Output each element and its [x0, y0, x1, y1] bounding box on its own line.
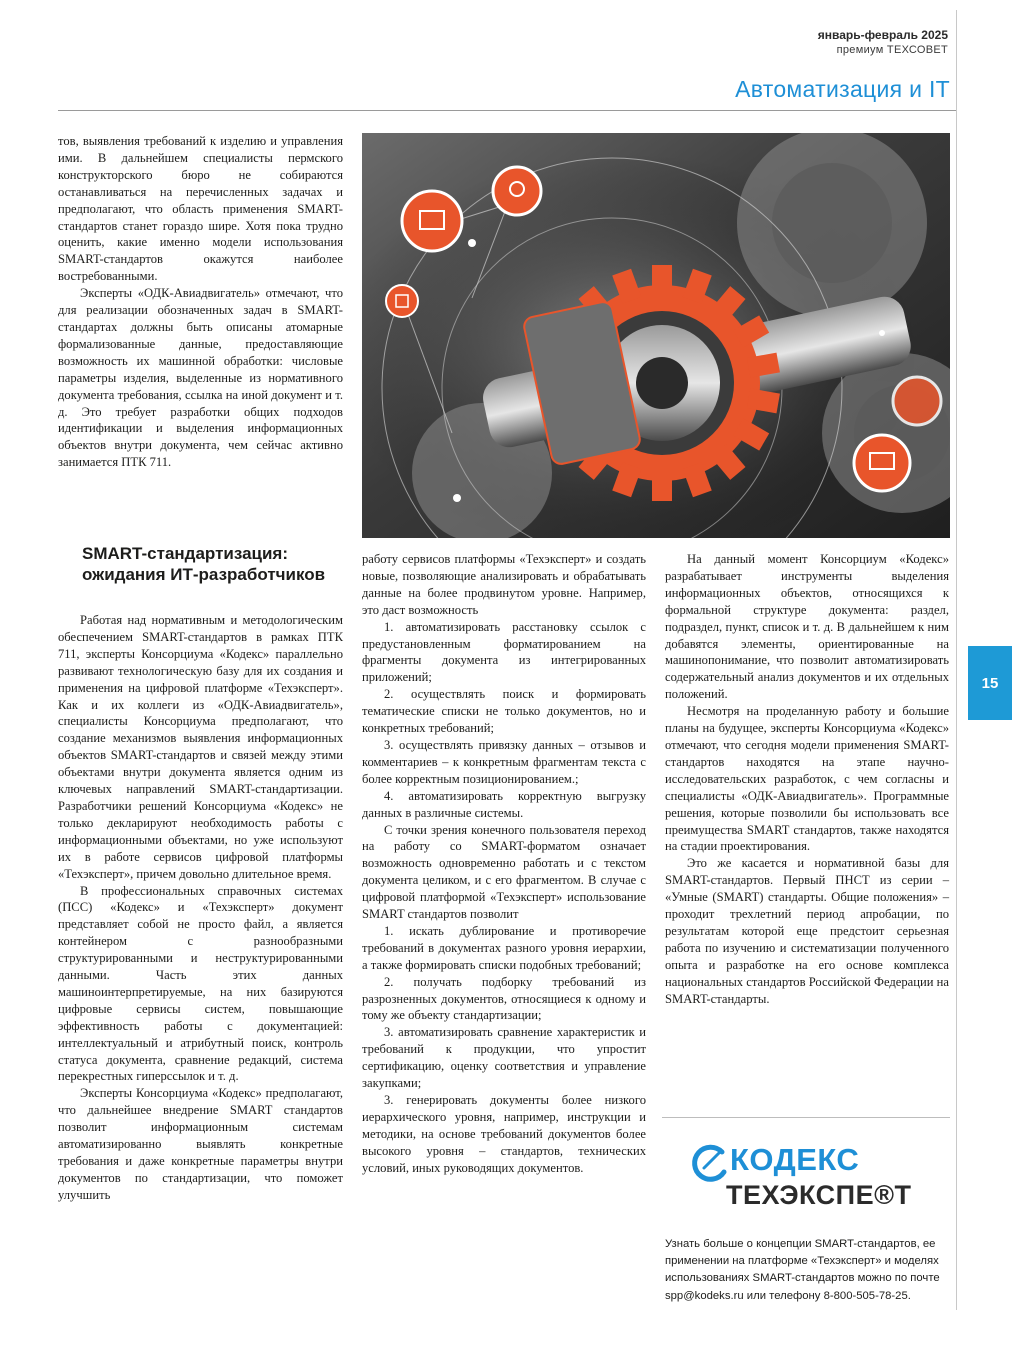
magazine-name: премиум ТЕХСОВЕТ — [836, 44, 948, 56]
list-item: 2. получать подборку требований из разрозненных документов, относящиеся к одному и тому же объекту стандартизации; — [362, 974, 646, 1023]
issue-date: январь-февраль 2025 — [817, 28, 948, 42]
paragraph: работу сервисов платформы «Техэксперт» и создать новые, позволяющие анализировать и обрабатывать данные на более продвинутом уровне. Например, это даст возможность — [362, 552, 646, 617]
logo-kodeks-text: КОДЕКС — [730, 1142, 860, 1177]
logo-techexpert-text: ТЕХЭКСПЕ®Т — [726, 1180, 912, 1210]
section-title: Автоматизация и IT — [735, 76, 950, 102]
gears-illustration — [362, 133, 950, 538]
paragraph: В профессиональных справочных системах (ПСС) «Кодекс» и «Техэксперт» документ представляет собой не просто файл, а является контейнером с разнообразными структурированными и неструктурированными данными. Часть этих данных машиноинтерпретируемые, на них базируются цифровые сервисы систем, повышающие эффективность работы с документацией: интеллектуальный и атрибутный поиск, контроль статуса документа, сравнение редакций, система перекрестных гиперссылок и т. д. — [58, 883, 343, 1084]
list-item: 1. автоматизировать расстановку ссылок с предустановленным форматированием на фрагменты документа из интегрированных приложений; — [362, 619, 646, 685]
column-3 — [665, 551, 949, 1007]
subheading: SMART-стандартизация: ожидания ИТ-разработчиков — [82, 544, 326, 584]
page-number: 15 — [981, 674, 999, 692]
list-item: 3. автоматизировать сравнение характеристик и требований к продукции, что упростит сертификацию, оценку соответствия и управление закупками; — [362, 1025, 646, 1091]
ad-divider — [662, 1117, 950, 1118]
ad-contact-text: Узнать больше о концепции SMART-стандартов, ее применении на платформе «Техэксперт» и моделях использованиях SMART-стандартов можно по почте spp@kodeks.ru или телефону 8-800-505-78-25. — [665, 1238, 940, 1302]
list-item: 3. осуществлять привязку данных – отзывов и комментариев – к конкретным фрагментам текста с более корректным позиционированием.; — [362, 737, 646, 786]
paragraph: С точки зрения конечного пользователя переход на работу со SMART-форматом означает возможность одновременно работать и с текстом документа целиком, и с его фрагментом. В случае с цифровой платформой «Техэксперт» использование SMART стандартов позволит — [362, 822, 646, 922]
column-1-bottom — [58, 612, 343, 1204]
column-2 — [362, 551, 646, 1177]
margin-divider — [956, 10, 957, 1310]
paragraph: Несмотря на проделанную работу и большие планы на будущее, эксперты Консорциума «Кодекс» отмечают, что сегодня модели применения SMART-стандартов находятся на этапе научно-исследовательских разработок, с чем согласны и специалисты «ОДК-Авиадвигатель». Программные решения, которые позволили бы использовать все преимущества SMART стандартов, также находятся на стадии проектирования. — [665, 704, 949, 854]
kodeks-swirl-icon — [690, 1144, 730, 1184]
paragraph: Эксперты Консорциума «Кодекс» предполагают, что дальнейшее внедрение SMART стандартов позволит информационным системам автоматизированно выявлять конкретные требования и даже конкретные параметры внутри документов по стандартизации, что поможет улучшить — [58, 1086, 343, 1202]
paragraph: Эксперты «ОДК-Авиадвигатель» отмечают, что для реализации обозначенных задач в SMART-стандартах должны быть описаны атомарные формализованные данные, предоставляющие возможность их машинной обработки: числовые параметры изделия, выделенные из нормативного документа требования, ссылка на иной документ и т. д. Это требует разработки общих подходов идентификации и выделения информационных объектов внутри документа, чем сейчас активно занимается ПТК 711. — [58, 286, 343, 470]
paragraph: Работая над нормативным и методологическим обеспечением SMART-стандартов в рамках ПТК 711, эксперты Консорциума «Кодекс» параллельно развивают технологическую базу для их создания и применения на цифровой платформе «Техэксперт». Как и их коллеги из «ОДК-Авиадвигатель», специалисты Консорциума предполагают, что создание механизмов выявления информационных объектов SMART-стандартов и связей между этими объектами внутри документа является одним из ключевых направлений SMART-стандартизации. Разработчики решений Консорциума «Кодекс» не только декларируют необходимость работы с информационными объектами, но уже используют их в работе сервисов цифровой платформы «Техэксперт», причем довольно длительное время. — [58, 613, 343, 881]
list-item: 1. искать дублирование и противоречие требований в документах разного уровня иерархии, а также формировать списки подобных требований; — [362, 923, 646, 972]
paragraph: На данный момент Консорциум «Кодекс» разрабатывает инструменты выделения информационных объектов, относящихся к формальной структуре документа: раздел, подраздел, пункт, список и т. д. В дальнейшем к ним добавятся элементы, ориентированные на машинопонимание, что позволит автоматизировать содержательный анализ документов и их отдельных положений. — [665, 552, 949, 702]
list-item: 2. осуществлять поиск и формировать тематические списки не только документов, но и конкретных требований; — [362, 687, 646, 736]
paragraph: Это же касается и нормативной базы для SMART-стандартов. Первый ПНСТ из серии – «Умные (SMART) стандарты. Общие положения» – проходит трехлетний период апробации, по результатам которой еще предстоит серьезная работа по изучению и систематизации полученного опыта и разработке на его основе комплекса национальных стандартов Российской Федерации на SMART-стандарты. — [665, 856, 949, 1006]
list-item: 4. автоматизировать корректную выгрузку данных в различные системы. — [362, 788, 646, 820]
paragraph: тов, выявления требований к изделию и управления ими. В дальнейшем специалисты пермского конструкторского бюро не собираются останавливаться на перечисленных задачах и предполагают, что область применения SMART-стандартов станет гораздо шире. Хотя пока трудно оценить, какие именно модели использования SMART-стандартов окажутся наиболее востребованными. — [58, 134, 343, 284]
list-item: 3. генерировать документы более низкого иерархического уровня, например, инструкции и методики, на основе требований документов более высокого уровня – стандартов, технических условий, иных руководящих документов. — [362, 1093, 646, 1175]
header-divider — [58, 110, 956, 111]
kodeks-techexpert-logo — [690, 1142, 940, 1222]
column-1-top — [58, 133, 343, 471]
page-number-tab — [968, 646, 1012, 720]
